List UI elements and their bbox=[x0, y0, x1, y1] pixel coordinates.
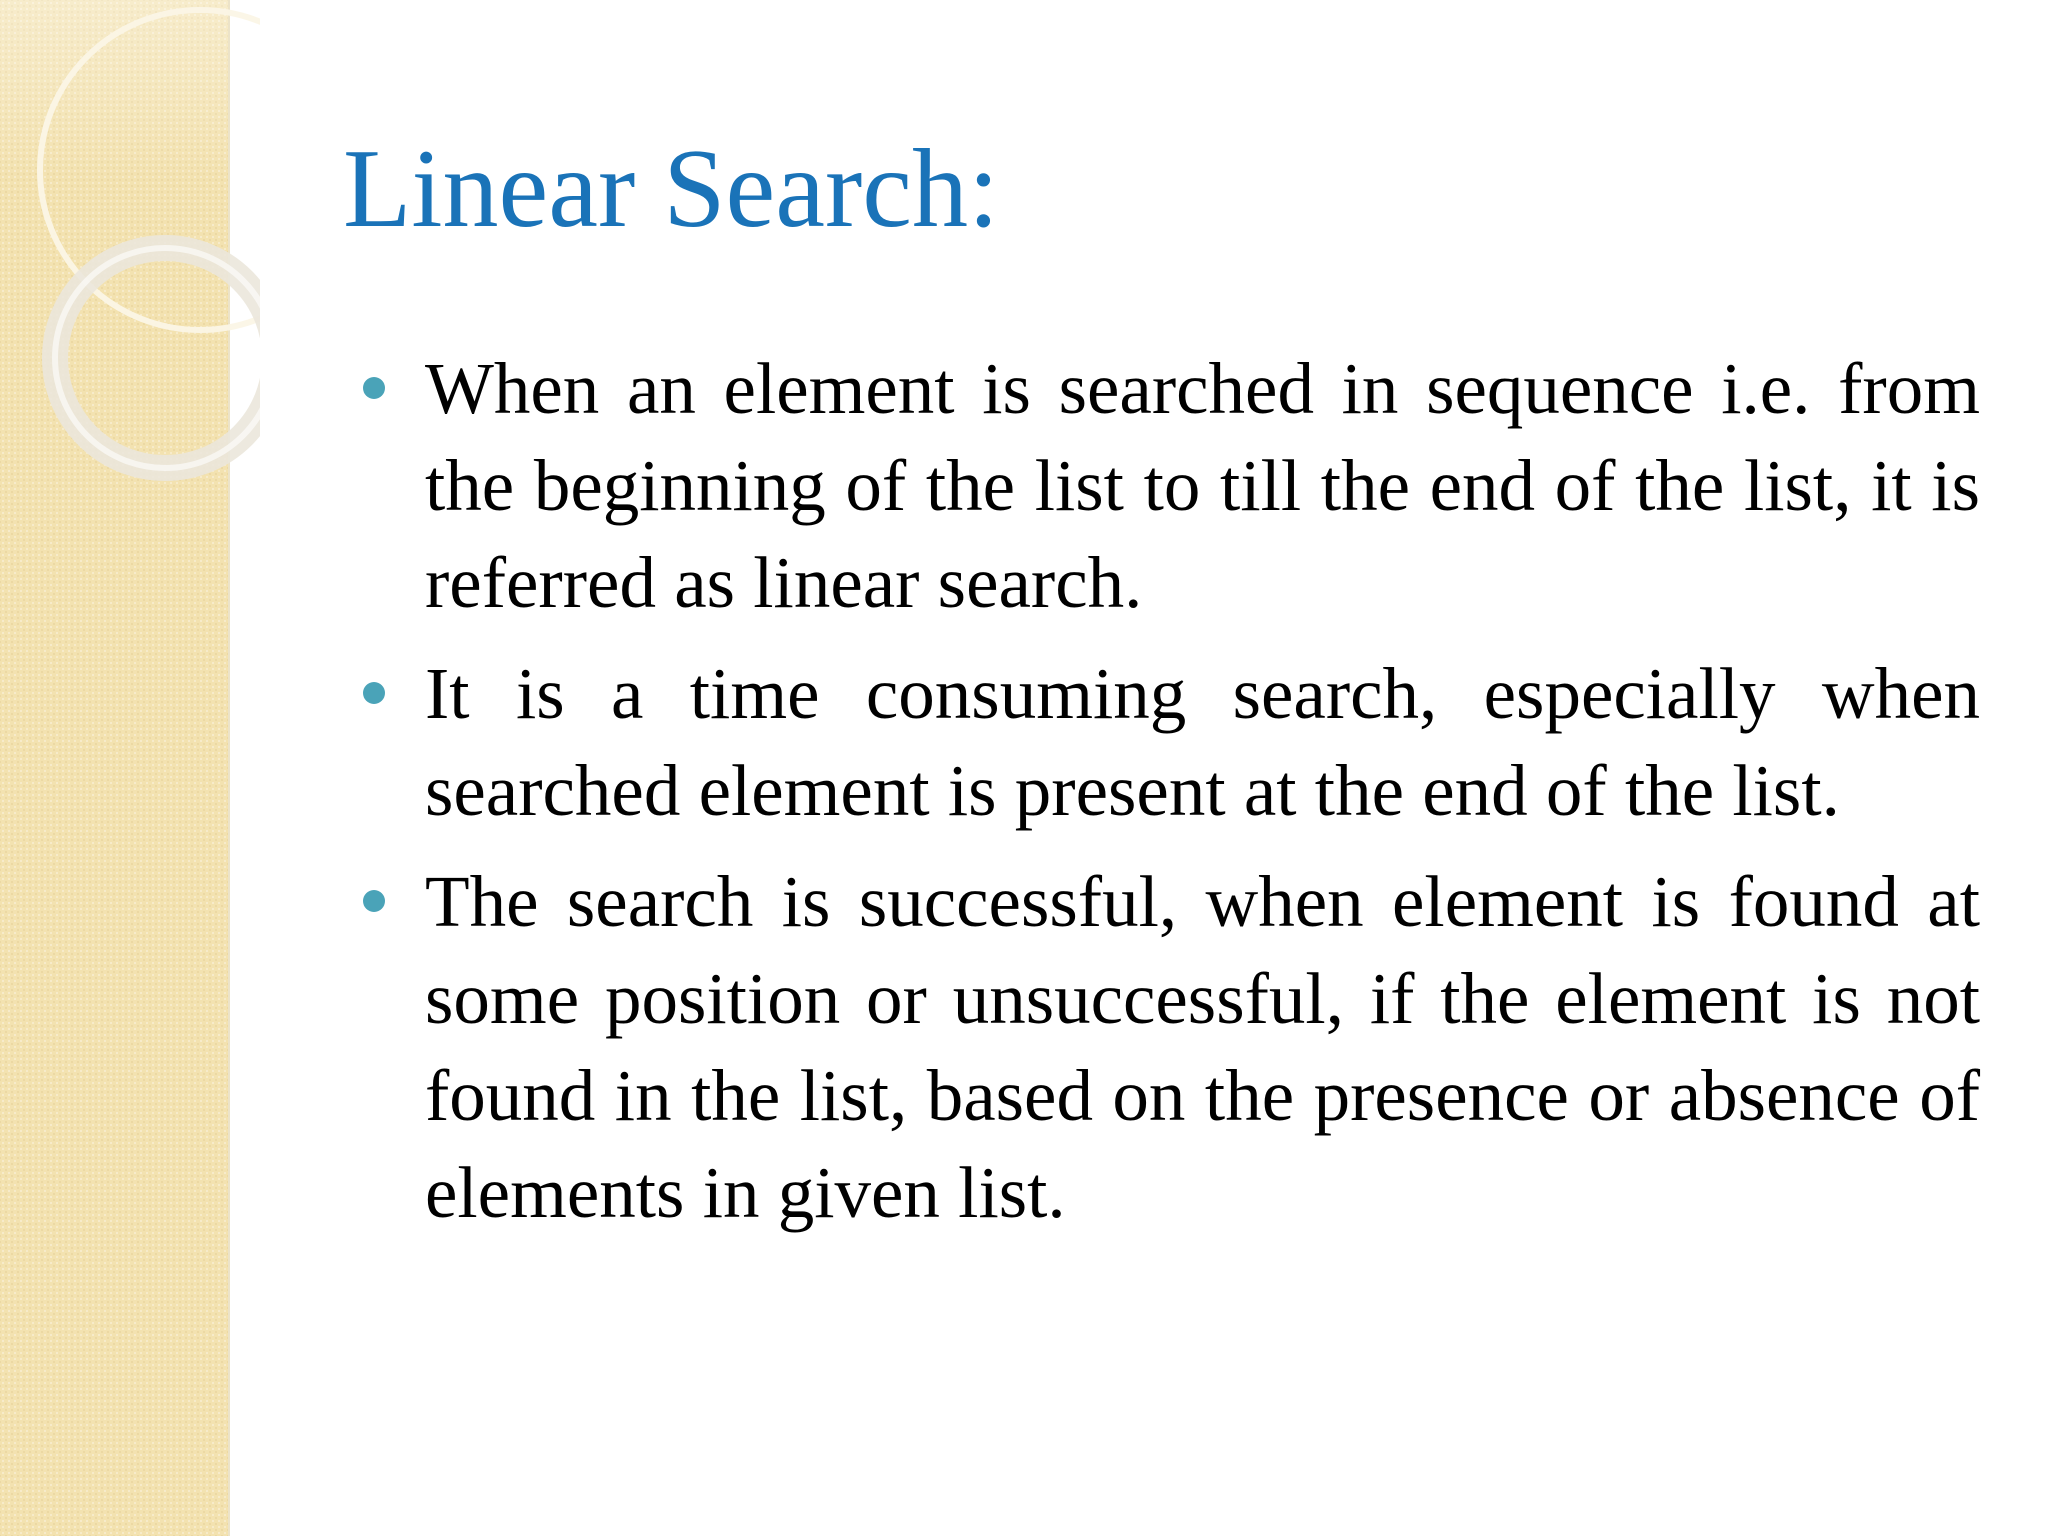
bullet-text: When an element is searched in sequence i.e. from the beginning of the list to till the end of the list, it is referred as linear search. bbox=[425, 348, 1980, 623]
bullet-dot-icon bbox=[363, 890, 385, 912]
decorative-rings bbox=[0, 0, 260, 520]
bullet-item-time-consuming bbox=[355, 645, 1980, 839]
bullet-text: It is a time consuming search, especially when searched element is present at the end of the list. bbox=[425, 653, 1980, 831]
bullet-item-definition bbox=[355, 340, 1980, 631]
bullet-item-success-criteria bbox=[355, 853, 1980, 1241]
bullet-dot-icon bbox=[363, 682, 385, 704]
bullet-list bbox=[355, 340, 1980, 1255]
slide-title: Linear Search: bbox=[343, 127, 1000, 251]
bullet-text: The search is successful, when element is found at some position or unsuccessful, if the element is not found in the list, based on the presence or absence of elements in given list. bbox=[425, 861, 1980, 1233]
bullet-dot-icon bbox=[363, 377, 385, 399]
